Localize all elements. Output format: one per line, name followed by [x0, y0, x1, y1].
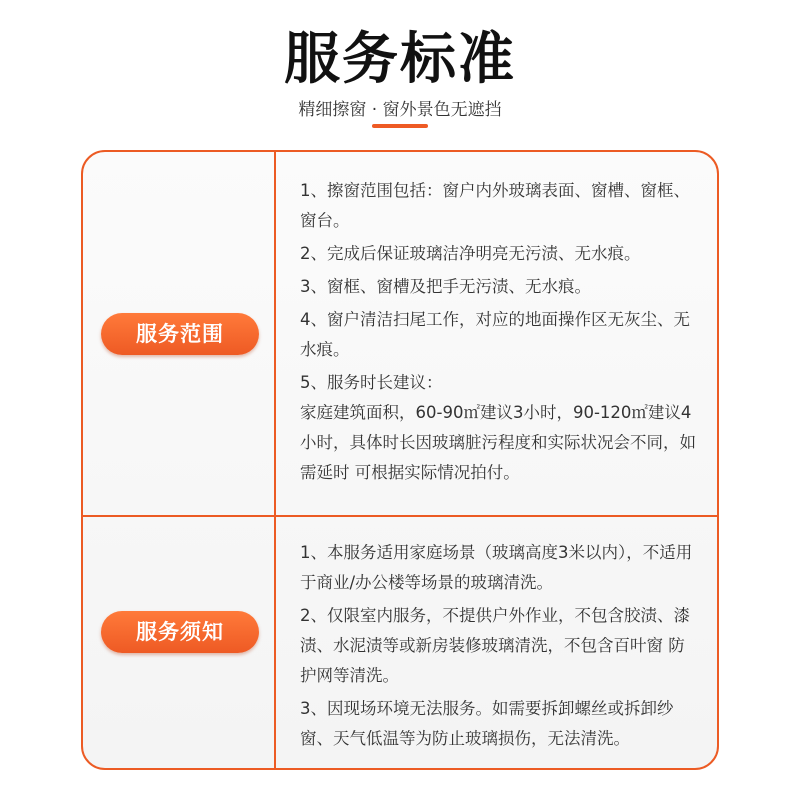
scope-item: 3、窗框、窗槽及把手无污渍、无水痕。	[300, 277, 591, 296]
notice-item: 1、本服务适用家庭场景（玻璃高度3米以内），不适用于商业/办公楼等场景的玻璃清洗。	[300, 543, 693, 592]
scope-duration-detail: 家庭建筑面积，60-90㎡建议3小时，90-120㎡建议4小时，具体时长因玻璃脏污程度和实际状况会不同，如需延时 可根据实际情况拍付。	[300, 403, 696, 482]
notice-item: 3、因现场环境无法服务。如需要拆卸螺丝或拆卸纱窗、天气低温等为防止玻璃损伤，无法清洗。	[300, 699, 674, 748]
subtitle-underline	[372, 124, 428, 128]
vertical-divider	[274, 152, 276, 768]
scope-item: 5、服务时长建议：	[300, 373, 443, 392]
scope-item: 1、擦窗范围包括：窗户内外玻璃表面、窗槽、窗框、窗台。	[300, 181, 690, 230]
service-scope-label: 服务范围	[101, 313, 259, 355]
service-notice-content	[300, 538, 700, 754]
service-notice-label: 服务须知	[101, 611, 259, 653]
horizontal-divider	[83, 515, 717, 517]
scope-item: 2、完成后保证玻璃洁净明亮无污渍、无水痕。	[300, 244, 641, 263]
scope-item: 4、窗户清洁扫尾工作，对应的地面操作区无灰尘、无水痕。	[300, 310, 690, 359]
page-title: 服务标准	[284, 27, 516, 92]
notice-item: 2、仅限室内服务，不提供户外作业，不包含胶渍、漆渍、水泥渍等或新房装修玻璃清洗，不包含百叶窗 防护网等清洗。	[300, 606, 690, 685]
page-subtitle: 精细擦窗 · 窗外景色无遮挡	[298, 100, 502, 120]
service-scope-content	[300, 176, 700, 488]
service-standard-card	[81, 150, 719, 770]
